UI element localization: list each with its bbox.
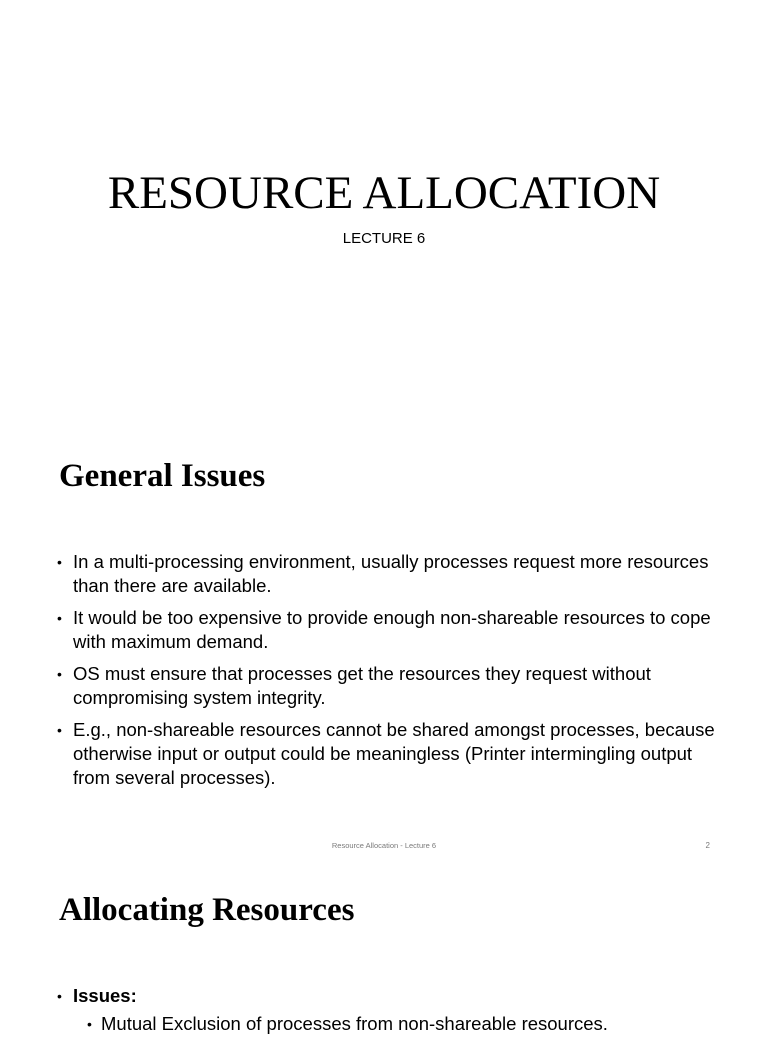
bullet-item: [55, 984, 725, 1036]
bullet-item: [55, 662, 725, 710]
bullet-dot-icon: •: [57, 554, 62, 570]
bullet-text: Issues:: [73, 985, 137, 1006]
sub-bullet-text: Mutual Exclusion of processes from non-shareable resources.: [101, 1013, 608, 1034]
sub-bullet-list: [73, 1012, 725, 1036]
bullet-list: [55, 984, 725, 1044]
bullet-dot-icon: •: [87, 1016, 92, 1032]
bullet-item: [55, 718, 725, 790]
presentation-subtitle: LECTURE 6: [342, 230, 426, 247]
bullet-dot-icon: •: [57, 666, 62, 682]
bullet-text: It would be too expensive to provide enough non-shareable resources to cope with maximum demand.: [73, 607, 711, 652]
bullet-item: [55, 550, 725, 598]
slide-allocating-resources: [0, 860, 768, 1034]
bullet-list: [55, 550, 725, 798]
bullet-dot-icon: •: [57, 988, 62, 1004]
slide-heading: General Issues: [59, 458, 266, 494]
bullet-dot-icon: •: [57, 722, 62, 738]
presentation-title: RESOURCE ALLOCATION: [107, 167, 661, 219]
slide-heading: Allocating Resources: [59, 892, 355, 928]
slide-general-issues: [0, 420, 768, 860]
slide-footer: Resource Allocation - Lecture 6: [331, 841, 437, 850]
bullet-text: E.g., non-shareable resources cannot be shared amongst processes, because otherwise input or output could be meaningless (Printer intermingling output from several processes).: [73, 719, 715, 788]
sub-bullet-item: [73, 1012, 725, 1036]
bullet-dot-icon: •: [57, 610, 62, 626]
bullet-text: In a multi-processing environment, usually processes request more resources than there are available.: [73, 551, 709, 596]
bullet-item: [55, 606, 725, 654]
page-number: 2: [705, 841, 710, 850]
title-slide: [0, 0, 768, 420]
bullet-text: OS must ensure that processes get the resources they request without compromising system integrity.: [73, 663, 651, 708]
